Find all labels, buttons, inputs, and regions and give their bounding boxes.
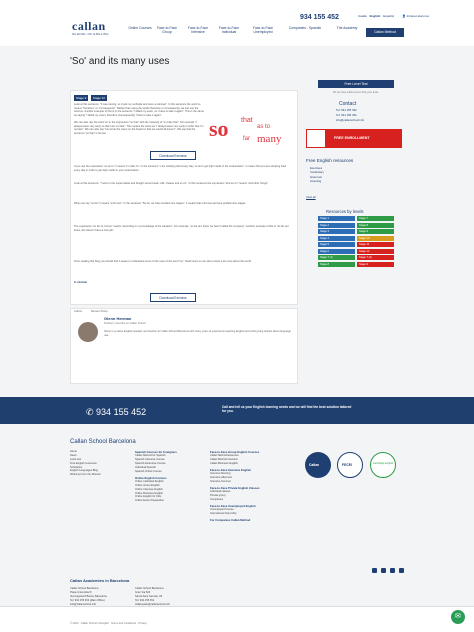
footer-link[interactable]: Callan Method for Spanish — [135, 454, 166, 458]
logo[interactable]: callan — [72, 19, 106, 33]
contact-line-1[interactable]: Tel: 934 155 452 — [336, 108, 357, 112]
author-avatar — [78, 322, 98, 342]
academy-line[interactable]: Plaça Universitat 5 — [70, 590, 92, 594]
academy-line[interactable]: Tel: 934 155 452 (Main Office) — [70, 598, 105, 602]
paragraph-4: Look at this sentence: "I went to the supermarket and bought some bread, milk, cheese and so on". In this sentence the expression "and so on" means "and other things". — [74, 182, 269, 185]
facebook-icon[interactable] — [372, 568, 377, 573]
footer-link[interactable]: Online Intensive English — [135, 487, 163, 491]
level-button[interactable]: Stage 7 — [357, 216, 394, 221]
bottom-bar — [0, 606, 474, 632]
svg-text:so: so — [209, 116, 229, 141]
footer-link[interactable]: Unemployed Course — [210, 507, 234, 511]
level-button[interactable]: Stage 8 — [318, 262, 355, 267]
level-button[interactable]: Stage 4 — [318, 236, 355, 241]
footer-col-2-head: Spanish Courses for foreigners — [135, 450, 177, 454]
nav-unemployed[interactable]: Face-to-Face Unemployed — [252, 26, 274, 35]
site-header — [0, 0, 474, 46]
free-level-test-button[interactable]: Free Level Test — [318, 80, 394, 88]
resource-link[interactable]: Listening — [310, 179, 322, 184]
footer-col-3c-head: Face-to-Face Private English Classes — [210, 485, 260, 490]
footer-link[interactable]: Intensive Morning — [210, 472, 231, 476]
level-button[interactable]: Stage 6 — [318, 249, 355, 254]
level-button[interactable]: Stage 1 — [318, 216, 355, 221]
level-button[interactable]: Stage 7 (1) — [318, 255, 355, 260]
free-test-note: Do our free online test to find your level. — [333, 91, 379, 94]
footer-link[interactable]: Individual Spanish — [135, 465, 157, 469]
svg-text:far: far — [243, 136, 251, 142]
nav-individual[interactable]: Face-to-Face Individual — [218, 26, 240, 35]
footer-link[interactable]: Welcome from the Director — [70, 473, 101, 477]
footer-link[interactable]: Individual classes — [210, 489, 231, 493]
nav-companies[interactable]: Companies - Spanish — [288, 26, 322, 30]
footer-link[interactable]: Online Business English — [135, 491, 163, 495]
footer-link[interactable]: Spanish Online Course — [135, 469, 162, 473]
footer-col-1 — [70, 450, 101, 477]
view-all-link[interactable]: View all — [306, 195, 316, 199]
author-name: Glenn Herman — [104, 316, 132, 321]
tag-stage-10[interactable]: Stage 10 — [93, 96, 106, 100]
levels-heading: Resources by levels — [326, 209, 364, 214]
footer-link[interactable]: Online Individual English — [135, 479, 164, 483]
footer-link[interactable]: Intensive Afternoon — [210, 475, 233, 479]
youtube-icon[interactable] — [390, 568, 395, 573]
author-tab[interactable]: Author — [74, 309, 83, 313]
footer-link[interactable]: Free English resources — [70, 461, 97, 465]
footer-link[interactable]: News — [70, 453, 77, 457]
download-exercise-button-top[interactable]: Download Exercise — [150, 151, 196, 160]
level-button[interactable]: Stage 7 (2) — [357, 255, 394, 260]
nav-online[interactable]: Online Courses — [128, 26, 152, 30]
resource-link[interactable]: Vocabulary — [310, 170, 324, 175]
footer-school-title: Callan School Barcelona — [70, 439, 136, 445]
resources-list — [310, 166, 324, 184]
footer-link[interactable]: Callan Method Extensive — [210, 454, 239, 458]
author-signature: G. Herman — [74, 281, 88, 284]
level-button[interactable]: Stage 10 — [357, 236, 394, 241]
level-button[interactable]: Stage 9 — [357, 229, 394, 234]
academies-heading: Callan Academies in Barcelona — [70, 578, 130, 583]
footer-col-3e-head: For Companies Callan Method — [210, 517, 251, 522]
footer-col-2b-head: Online English Courses — [135, 475, 167, 480]
footer-link[interactable]: Schedules — [70, 465, 83, 469]
footer-link[interactable]: Home — [70, 450, 77, 453]
cta-text: Call and tell us your English learning needs and we will find the best solution tailored for you. — [222, 405, 352, 414]
resources-heading: Free English resources — [306, 158, 354, 163]
download-exercise-button-bottom[interactable]: Download Exercise — [150, 293, 196, 302]
level-button[interactable]: Stage 11 — [357, 242, 394, 247]
level-button[interactable]: Stage 5 — [318, 242, 355, 247]
svg-text:many: many — [257, 133, 282, 145]
contact-heading: Contact — [339, 101, 357, 107]
footer-link[interactable]: Callan Business English — [210, 461, 238, 465]
footer-link[interactable]: Spanish Extensive Course — [135, 461, 166, 465]
paragraph-2: We can also use the word 'so' in the expression "so that" with the meaning of "in order that". For example "I always leave very early so that I am not late". This means the same as "I always leave very early in order that I'm not late". We can also say "He wrote the name on the board so that we would all know it". We say that the sentence "so that" is formal. — [74, 121, 204, 135]
svg-text:that: that — [241, 117, 253, 124]
academy-line[interactable]: Via Augusta 8 Barna, Barcelona — [70, 594, 107, 598]
footer-col-2 — [135, 450, 205, 503]
academy-line[interactable]: Gran Via 524 — [135, 590, 151, 594]
page-title: 'So' and its many uses — [70, 56, 170, 67]
recent-posts-tab[interactable]: Recent Posts — [91, 309, 108, 313]
cta-phone[interactable]: ✆ 934 155 452 — [86, 407, 147, 417]
user-icon: 👤 — [402, 14, 406, 18]
level-button[interactable]: Stage 2 — [318, 223, 355, 228]
footer-link[interactable]: English Languages Blog — [70, 469, 98, 473]
footer-link[interactable]: Level test — [70, 457, 82, 461]
footer-link[interactable]: Private group — [210, 493, 226, 497]
logo-subtitle: SCHOOL OF ENGLISH — [72, 32, 109, 36]
footer-link[interactable]: Spanish Intensive Course — [135, 458, 165, 462]
so-illustration — [205, 110, 297, 146]
academy-line[interactable]: Callan School Barcelona — [70, 587, 99, 590]
level-button[interactable]: Stage 12 — [357, 249, 394, 254]
intranet-label: Intranet alumnos — [406, 14, 429, 18]
academy-2 — [135, 587, 170, 606]
contact-email[interactable]: info@callanschool.info — [336, 118, 365, 122]
cambridge-badge-label: Cambridge English — [372, 462, 394, 465]
footer-link[interactable]: Online Group English — [135, 483, 160, 487]
academy-line[interactable]: Callan School Barcelona — [135, 587, 164, 590]
footer-link[interactable]: Intensive Summer — [210, 479, 231, 483]
lang-en[interactable]: English — [369, 14, 381, 18]
paragraph-6: The expression "so far so I know" means "according to my knowledge of the situation". For example, "so far as I know, he hasn't called the company". Another example of this is "As far as I know, she doesn't have a new job". — [74, 225, 290, 232]
twitter-icon[interactable] — [381, 568, 386, 573]
header-phone[interactable]: 934 155 452 — [300, 14, 339, 21]
level-button[interactable]: Stage 8 — [357, 223, 394, 228]
level-button[interactable]: Stage 9 — [357, 262, 394, 267]
lang-ca[interactable]: Català — [358, 14, 367, 18]
lang-es[interactable]: Español — [383, 14, 395, 18]
resource-link[interactable]: Exercises — [310, 166, 323, 170]
footer-col-3d-head: Face-to-Face Unemployed English — [210, 503, 256, 508]
author-bio: Glenn is a native English speaker and teacher at Callan School Barcelona with many years of experience teaching English and writing blog articles about language use. — [104, 330, 291, 337]
academy-line[interactable]: Tel: 934 155 452 — [135, 598, 155, 602]
promo-label: FREE ENROLLMENT — [334, 136, 370, 140]
resource-link[interactable]: Grammar — [310, 174, 322, 179]
callan-badge-label: Callan — [309, 463, 320, 467]
footer-col-3-head: Face-to-Face Group English Courses — [210, 450, 260, 454]
footer-link[interactable]: International Internship — [210, 511, 237, 515]
paragraph-3: If you use the expression "so as to" it means "in order to". In the sentence "I am studying hard every day, so as to get high marks in the examination", it means that you are studying hard every day in order to get high marks in your examination. — [74, 165, 287, 172]
footer-link[interactable]: Online English for Kids — [135, 495, 162, 499]
footer-col-3 — [210, 450, 290, 522]
tag-stage-9[interactable]: Stage 9 — [76, 96, 87, 100]
language-switcher — [356, 14, 394, 18]
phone-icon: ✆ — [86, 407, 97, 417]
contact-line-2[interactable]: Tel: 934 155 452 — [336, 113, 357, 117]
promo-logo — [306, 129, 326, 148]
chat-icon: ✉ — [455, 613, 461, 620]
copyright: © 2023 · Callan School of English · Terms and Conditions · Privacy — [70, 622, 147, 625]
academy-line[interactable]: Sarria-Sant Gervasi, 03 — [135, 594, 163, 598]
paragraph-5: When we say "so far" it means "until now". In the sentence "So far, we have studied nine stages", it means that until now we have studied nine stages. — [74, 202, 247, 205]
footer-link[interactable]: Callan Method Intensive — [210, 458, 238, 462]
nav-group[interactable]: Face-to-Face Group — [156, 26, 178, 35]
author-role: Profesor y Escritor en Callan School — [104, 322, 146, 325]
nav-academy[interactable]: The Academy — [336, 26, 358, 30]
nav-intensive[interactable]: Face-to-Face Intensive — [187, 26, 209, 35]
academy-line[interactable]: callanspain@callanschool.info — [135, 602, 170, 606]
svg-text:as to: as to — [257, 124, 271, 130]
footer-link[interactable]: Companies — [210, 497, 224, 501]
callan-method-button[interactable]: Callan Method — [366, 28, 404, 37]
paragraph-7: From reading this blog you should find it easier to understand some of the uses of the word "so". Read more on our site to learn a lot more about the word! — [74, 260, 252, 263]
fecei-badge-label: FECEI — [342, 463, 352, 467]
instagram-icon[interactable] — [399, 568, 404, 573]
footer-link[interactable]: Online Exam Preparation — [135, 499, 164, 503]
paragraph-1: Look at this sentence: "It was raining, so I took my umbrella and wore a raincoat". In this sentence the word so means "therefore" or "consequently". Rather than using the words therefore or consequently, we can use the word so. Another example of this is in the sentence "I failed my exam, so I have to take it again". This is the same as saying "I failed my exam, therefore (consequently) I have to take it again". — [74, 103, 204, 117]
academy-line[interactable]: info@callanschool.info — [70, 602, 96, 606]
level-button[interactable]: Stage 3 — [318, 229, 355, 234]
footer-col-3b-head: Face-to-Face Intensive English — [210, 467, 252, 472]
academy-1 — [70, 587, 107, 606]
intranet-link[interactable] — [402, 14, 429, 18]
